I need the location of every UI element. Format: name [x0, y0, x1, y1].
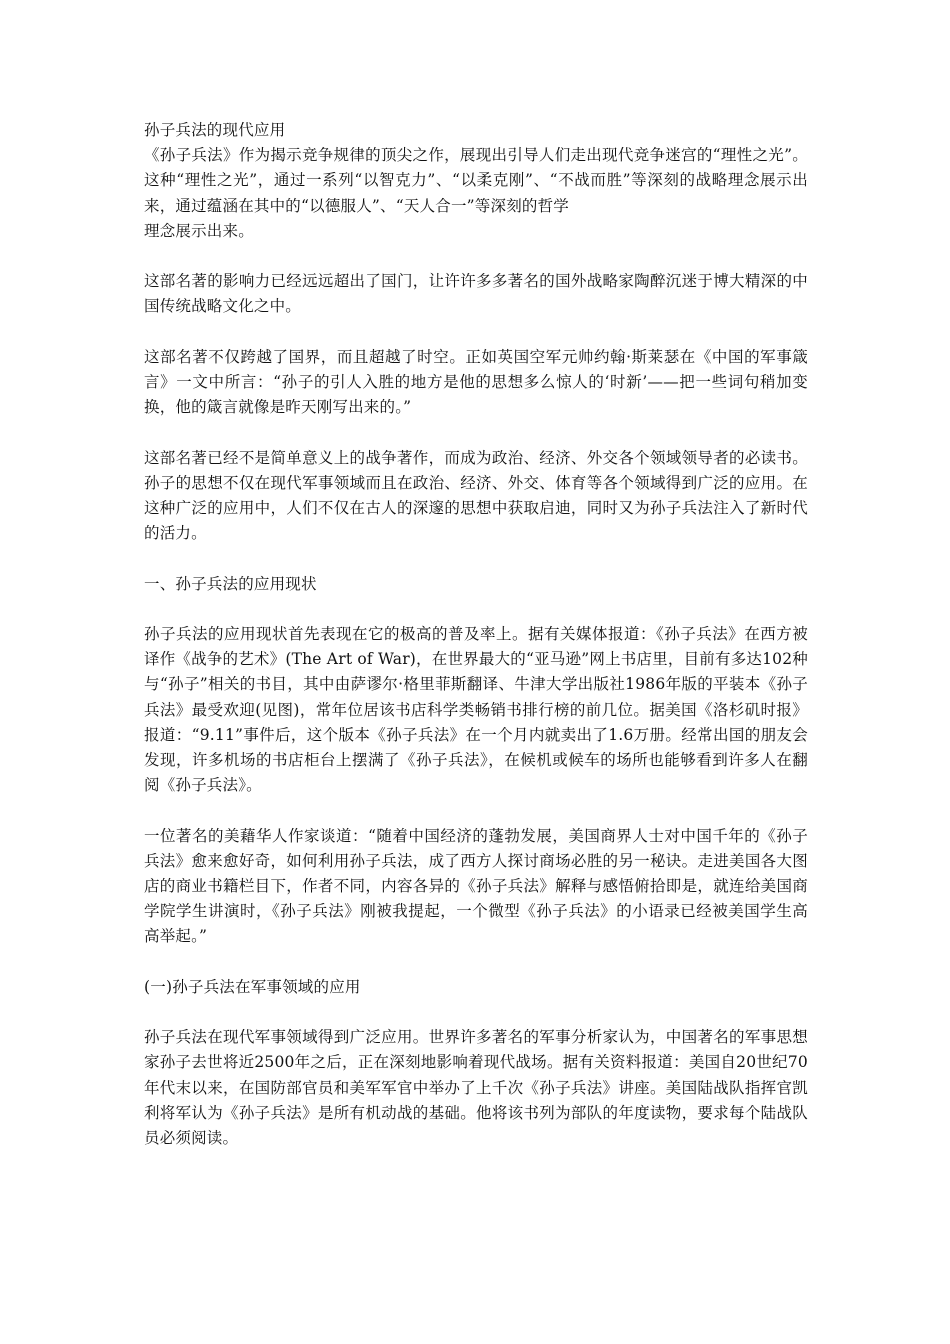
paragraph-required-reading: 这部名著已经不是简单意义上的战争著作，而成为政治、经济、外交各个领域领导者的必读书。孙子的思想不仅在现代军事领域而且在政治、经济、外交、体育等各个领域得到广泛的应用。在这种广泛的应用中，人们不仅在古人的深邃的思想中获取启迪，同时又为孙子兵法注入了新时代的活力。	[144, 448, 808, 543]
paragraph-timeless: 这部名著不仅跨越了国界，而且超越了时空。正如英国空军元帅约翰·斯莱瑟在《中国的军事箴言》一文中所言：“孙子的引人入胜的地方是他的思想多么惊人的‘时新’——把一些词句稍加变换，他的箴言就像是昨天刚写出来的。”	[144, 347, 808, 417]
paragraph-gap	[144, 420, 808, 445]
paragraph-gap	[144, 597, 808, 622]
paragraph-gap	[144, 1000, 808, 1025]
paragraph-gap	[144, 798, 808, 823]
paragraph-military-application: 孙子兵法在现代军事领域得到广泛应用。世界许多著名的军事分析家认为，中国著名的军事思想家孙子去世将近2500年之后，正在深刻地影响着现代战场。据有关资料报道：美国自20世纪70年代末以来，在国防部官员和美军军官中举办了上千次《孙子兵法》讲座。美国陆战队指挥官凯利将军认为《孙子兵法》是所有机动战的基础。他将该书列为部队的年度读物，要求每个陆战队员必须阅读。	[144, 1028, 808, 1147]
paragraph-gap	[144, 320, 808, 345]
intro-paragraph: 《孙子兵法》作为揭示竞争规律的顶尖之作，展现出引导人们走出现代竞争迷宫的“理性之光”。这种“理性之光”，通过一系列“以智克力”、“以柔克刚”、“不战而胜”等深刻的战略理念展示出来，通过蕴涵在其中的“以德服人”、“天人合一”等深刻的哲学	[144, 146, 808, 215]
document-page	[144, 118, 808, 1151]
subsection-heading-military: (一)孙子兵法在军事领域的应用	[144, 977, 361, 996]
paragraph-gap	[144, 546, 808, 571]
paragraph-gap	[144, 244, 808, 269]
paragraph-influence: 这部名著的影响力已经远远超出了国门，让许许多多著名的国外战略家陶醉沉迷于博大精深的中国传统战略文化之中。	[144, 272, 808, 316]
document-title: 孙子兵法的现代应用	[144, 121, 286, 139]
intro-paragraph-continuation: 理念展示出来。	[144, 221, 254, 240]
paragraph-writer-quote: 一位著名的美藉华人作家谈道：“随着中国经济的蓬勃发展，美国商界人士对中国千年的《孙子兵法》愈来愈好奇，如何利用孙子兵法，成了西方人探讨商场必胜的另一秘诀。走进美国各大图店的商业书籍栏目下，作者不同，内容各异的《孙子兵法》解释与感悟俯拾即是，就连给美国商学院学生讲演时，《孙子兵法》刚被我提起，一个微型《孙子兵法》的小语录已经被美国学生高高举起。”	[144, 826, 808, 946]
paragraph-gap	[144, 950, 808, 975]
paragraph-popularity: 孙子兵法的应用现状首先表现在它的极高的普及率上。据有关媒体报道：《孙子兵法》在西方被译作《战争的艺术》(The Art of War)，在世界最大的“亚马逊”网上书店里，目前有多达102种与“孙子”相关的书目，其中由萨谬尔·格里菲斯翻译、牛津大学出版社1986年版的平装本《孙子兵法》最受欢迎(见图)，常年位居该书店科学类畅销书排行榜的前几位。据美国《洛杉矶时报》报道：“9.11”事件后，这个版本《孙子兵法》在一个月内就卖出了1.6万册。经常出国的朋友会发现，许多机场的书店柜台上摆满了《孙子兵法》，在候机或候车的场所也能够看到许多人在翻阅《孙子兵法》。	[144, 624, 808, 795]
section-heading-application-status: 一、孙子兵法的应用现状	[144, 574, 317, 593]
